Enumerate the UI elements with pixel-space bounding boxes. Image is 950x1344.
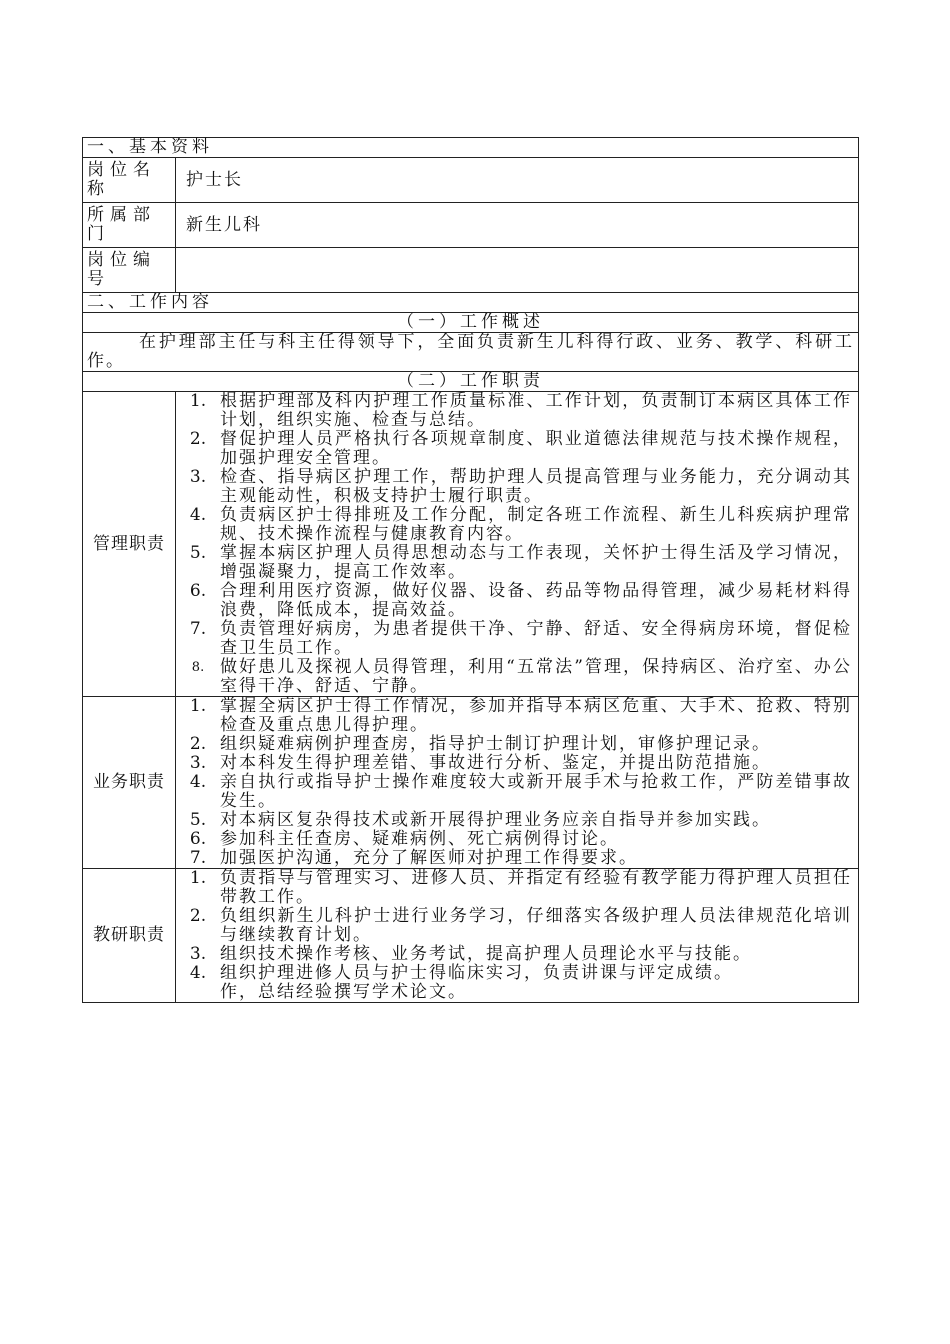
list-item [176,754,852,773]
list-item [176,620,852,658]
item-text: 加强医护沟通，充分了解医师对护理工作得要求。 [220,848,638,868]
item-text: 参加科主任查房、疑难病例、死亡病例得讨论。 [220,829,619,849]
item-number: 2. [189,906,207,926]
item-text: 负责病区护士得排班及工作分配，制定各班工作流程、新生儿科疾病护理常规、技术操作流程与健康教育内容。 [220,505,852,544]
item-number: 5. [189,810,207,830]
duty-list-teaching-research [176,869,859,1003]
item-number: 2. [189,429,207,449]
item-number: 7. [189,848,207,868]
duty-group-label-management: 管理职责 [83,392,176,697]
list-item [176,811,852,830]
job-description-table [82,137,859,1003]
item-text: 做好患儿及探视人员得管理，利用“五常法”管理，保持病区、治疗室、办公室得干净、舒适、宁静。 [220,657,852,696]
label-department: 所属部门 [83,203,176,248]
item-number: 7. [189,619,207,639]
item-number: 3. [189,467,207,487]
item-number: 6. [189,581,207,601]
item-number: 4. [189,772,207,792]
list-item [176,849,852,868]
item-number: 6. [189,829,207,849]
item-number: 1. [189,391,207,411]
list-item [176,392,852,430]
item-number: 8. [191,660,205,675]
item-number: 1. [189,696,207,716]
list-item [176,430,852,468]
value-department: 新生儿科 [176,203,859,248]
item-number: 4. [189,963,207,983]
list-item [176,983,852,1002]
item-number [176,983,220,1002]
item-text: 合理利用医疗资源，做好仪器、设备、药品等物品得管理，减少易耗材料得浪费，降低成本，提高效益。 [220,581,852,620]
list-item [176,658,852,696]
list-item [176,907,852,945]
value-position-name: 护士长 [176,158,859,203]
duty-group-label-teaching-research: 教研职责 [83,869,176,1003]
item-text: 检查、指导病区护理工作，帮助护理人员提高管理与业务能力，充分调动其主观能动性，积极支持护士履行职责。 [220,467,852,506]
item-number: 3. [189,944,207,964]
list-item [176,468,852,506]
list-item [176,773,852,811]
duty-list-business [176,697,859,869]
list-item [176,735,852,754]
item-text: 督促护理人员严格执行各项规章制度、职业道德法律规范与技术操作规程，加强护理安全管理。 [220,429,852,468]
list-item [176,506,852,544]
item-text: 作，总结经验撰写学术论文。 [220,982,467,1002]
overview-text: 在护理部主任与科主任得领导下，全面负责新生儿科得行政、业务、教学、科研工作。 [83,333,859,372]
item-number: 2. [189,734,207,754]
list-item [176,830,852,849]
overview-title: （一）工作概述 [83,313,859,333]
item-number: 3. [189,753,207,773]
list-item [176,964,852,983]
item-text: 对本科发生得护理差错、事故进行分析、鉴定，并提出防范措施。 [220,753,771,773]
value-position-number [176,248,859,293]
item-text: 掌握本病区护理人员得思想动态与工作表现，关怀护士得生活及学习情况，增强凝聚力，提高工作效率。 [220,543,852,582]
list-item [176,869,852,907]
item-text: 组织护理进修人员与护士得临床实习，负责讲课与评定成绩。 [220,963,733,983]
item-text: 组织疑难病例护理查房，指导护士制订护理计划，审修护理记录。 [220,734,771,754]
section-basic-heading: 一、基本资料 [83,138,859,158]
section-work-heading: 二、工作内容 [83,293,859,313]
item-text: 负组织新生儿科护士进行业务学习，仔细落实各级护理人员法律规范化培训与继续教育计划。 [220,906,852,945]
list-item [176,582,852,620]
item-text: 根据护理部及科内护理工作质量标准、工作计划，负责制订本病区具体工作计划，组织实施、检查与总结。 [220,391,852,430]
item-number: 1. [189,868,207,888]
item-text: 掌握全病区护士得工作情况，参加并指导本病区危重、大手术、抢救、特别检查及重点患儿得护理。 [220,696,852,735]
item-text: 亲自执行或指导护士操作难度较大或新开展手术与抢救工作，严防差错事故发生。 [220,772,852,811]
list-item [176,544,852,582]
item-text: 组织技术操作考核、业务考试，提高护理人员理论水平与技能。 [220,944,752,964]
duties-title: （二）工作职责 [83,372,859,392]
label-position-name: 岗位名称 [83,158,176,203]
item-text: 负责指导与管理实习、进修人员、并指定有经验有教学能力得护理人员担任带教工作。 [220,868,852,907]
list-item [176,945,852,964]
duty-list-management [176,392,859,697]
item-text: 对本病区复杂得技术或新开展得护理业务应亲自指导并参加实践。 [220,810,771,830]
list-item [176,697,852,735]
item-number: 5. [189,543,207,563]
item-text: 负责管理好病房，为患者提供干净、宁静、舒适、安全得病房环境，督促检查卫生员工作。 [220,619,852,658]
duty-group-label-business: 业务职责 [83,697,176,869]
label-position-number: 岗位编号 [83,248,176,293]
item-number: 4. [189,505,207,525]
